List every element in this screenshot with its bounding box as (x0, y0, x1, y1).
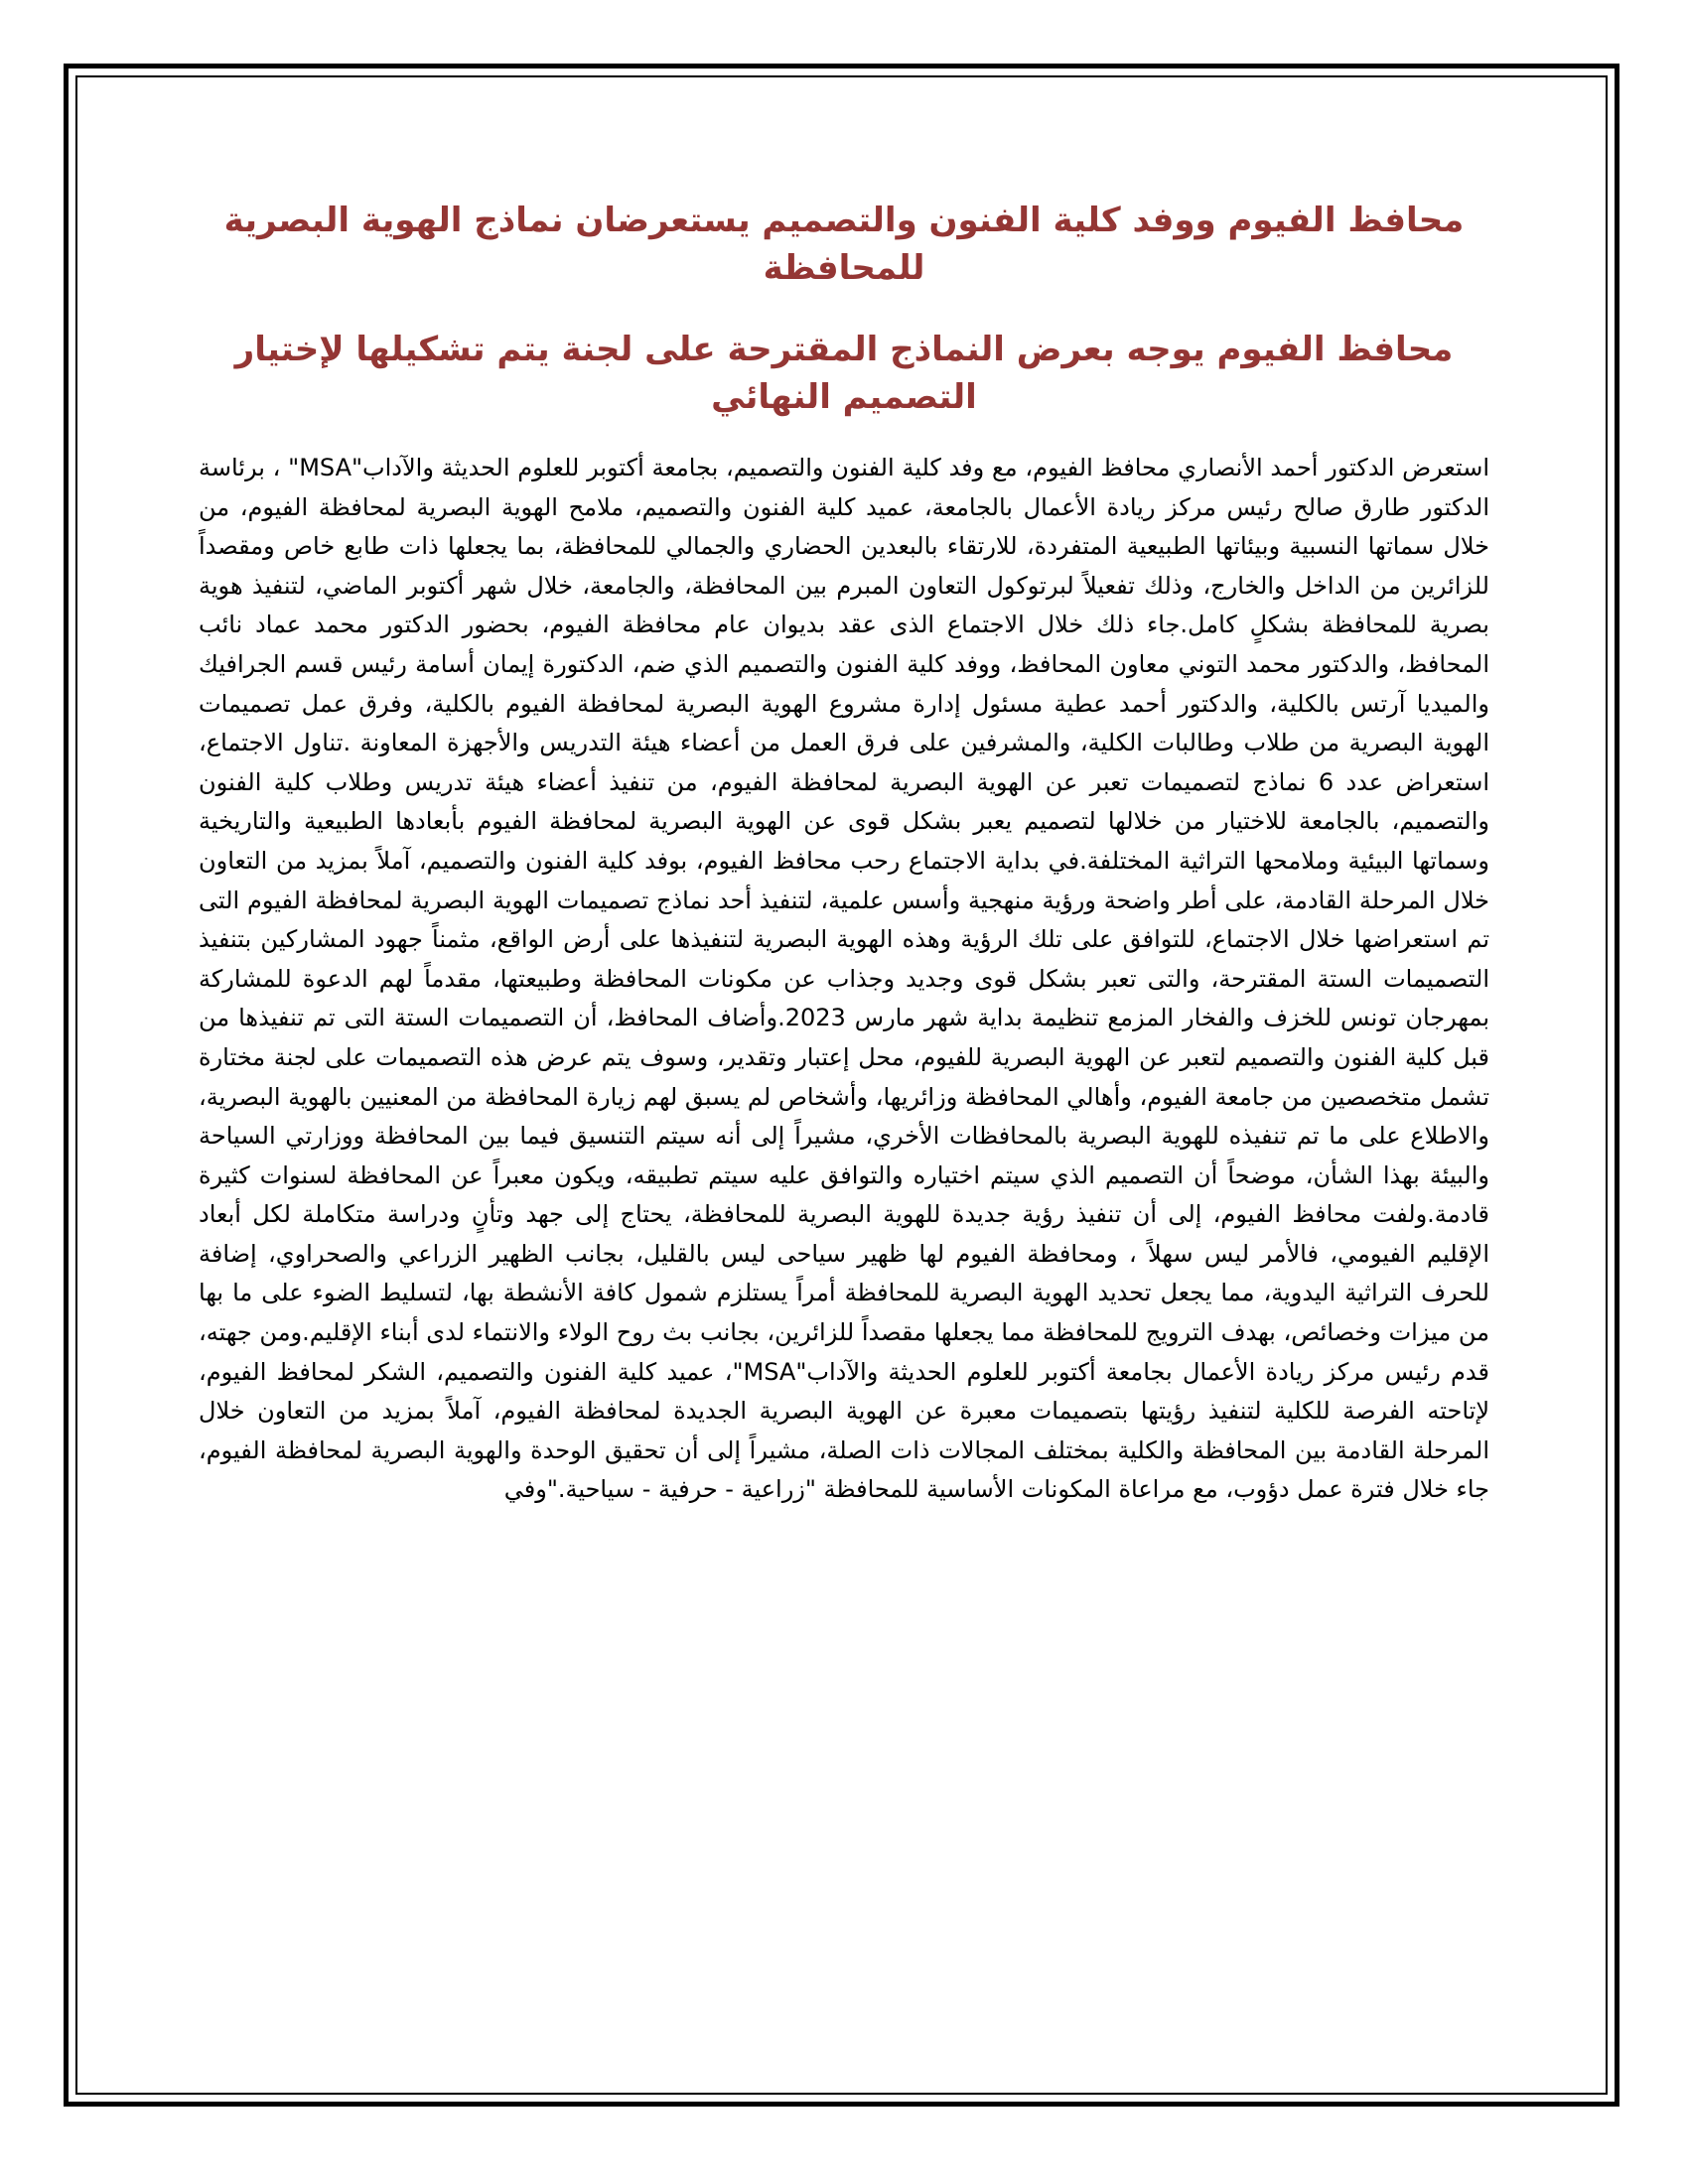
article-body: استعرض الدكتور أحمد الأنصاري محافظ الفيوم، مع وفد كلية الفنون والتصميم، بجامعة أكتوبر للعلوم الحديثة والآداب"MSA" ، برئاسة الدكتور طارق صالح رئيس مركز ريادة الأعمال بالجامعة، عميد كلية الفنون والتصميم، ملامح الهوية البصرية لمحافظة الفيوم، من خلال سماتها النسبية وبيئاتها الطبيعية المتفردة، للارتقاء بالبعدين الحضاري والجمالي للمحافظة، بما يجعلها ذات طابع خاص ومقصداً للزائرين من الداخل والخارج، وذلك تفعيلاً لبرتوكول التعاون المبرم بين المحافظة، والجامعة، خلال شهر أكتوبر الماضي، لتنفيذ هوية بصرية للمحافظة بشكلٍ كامل.جاء ذلك خلال الاجتماع الذى عقد بديوان عام محافظة الفيوم، بحضور الدكتور محمد عماد نائب المحافظ، والدكتور محمد التوني معاون المحافظ، ووفد كلية الفنون والتصميم الذي ضم، الدكتورة إيمان أسامة رئيس قسم الجرافيك والميديا آرتس بالكلية، والدكتور أحمد عطية مسئول إدارة مشروع الهوية البصرية لمحافظة الفيوم بالكلية، وفرق عمل تصميمات الهوية البصرية من طلاب وطالبات الكلية، والمشرفين على فرق العمل من أعضاء هيئة التدريس والأجهزة المعاونة .تناول الاجتماع، استعراض عدد 6 نماذج لتصميمات تعبر عن الهوية البصرية لمحافظة الفيوم، من تنفيذ أعضاء هيئة تدريس وطلاب كلية الفنون والتصميم، بالجامعة للاختيار من خلالها لتصميم يعبر بشكل قوى عن الهوية البصرية لمحافظة الفيوم بأبعادها الطبيعية والتاريخية وسماتها البيئية وملامحها التراثية المختلفة.في بداية الاجتماع رحب محافظ الفيوم، بوفد كلية الفنون والتصميم، آملاً بمزيد من التعاون خلال المرحلة القادمة، على أطر واضحة ورؤية منهجية وأسس علمية، لتنفيذ أحد نماذج تصميمات الهوية البصرية لمحافظة الفيوم التى تم استعراضها خلال الاجتماع، للتوافق على تلك الرؤية وهذه الهوية البصرية لتنفيذها على أرض الواقع، مثمناً جهود المشاركين بتنفيذ التصميمات الستة المقترحة، والتى تعبر بشكل قوى وجديد وجذاب عن مكونات المحافظة وطبيعتها، مقدماً لهم الدعوة للمشاركة بمهرجان تونس للخزف والفخار المزمع تنظيمة بداية شهر مارس 2023.وأضاف المحافظ، أن التصميمات الستة التى تم تنفيذها من قبل كلية الفنون والتصميم لتعبر عن الهوية البصرية للفيوم، محل إعتبار وتقدير، وسوف يتم عرض هذه التصميمات على لجنة مختارة تشمل متخصصين من جامعة الفيوم، وأهالي المحافظة وزائريها، وأشخاص لم يسبق لهم زيارة المحافظة من المعنيين بالهوية البصرية، والاطلاع على ما تم تنفيذه للهوية البصرية بالمحافظات الأخري، مشيراً إلى أنه سيتم التنسيق فيما بين المحافظة ووزارتي السياحة والبيئة بهذا الشأن، موضحاً أن التصميم الذي سيتم اختياره والتوافق عليه سيتم تطبيقه، ويكون معبراً عن المحافظة لسنوات كثيرة قادمة.ولفت محافظ الفيوم، إلى أن تنفيذ رؤية جديدة للهوية البصرية للمحافظة، يحتاج إلى جهد وتأنٍ ودراسة متكاملة لكل أبعاد الإقليم الفيومي، فالأمر ليس سهلاً ، ومحافظة الفيوم لها ظهير سياحى ليس بالقليل، بجانب الظهير الزراعي والصحراوي، إضافة للحرف التراثية اليدوية، مما يجعل تحديد الهوية البصرية للمحافظة أمراً يستلزم شمول كافة الأنشطة بها، لتسليط الضوء على ما بها من ميزات وخصائص، بهدف الترويج للمحافظة مما يجعلها مقصداً للزائرين، بجانب بث روح الولاء والانتماء لدى أبناء الإقليم.ومن جهته، قدم رئيس مركز ريادة الأعمال بجامعة أكتوبر للعلوم الحديثة والآداب"MSA"، عميد كلية الفنون والتصميم، الشكر لمحافظ الفيوم، لإتاحته الفرصة للكلية لتنفيذ رؤيتها بتصميمات معبرة عن الهوية البصرية الجديدة لمحافظة الفيوم، آملاً بمزيد من التعاون خلال المرحلة القادمة بين المحافظة والكلية بمختلف المجالات ذات الصلة، مشيراً إلى أن تحقيق الوحدة والهوية البصرية لمحافظة الفيوم، جاء خلال فترة عمل دؤوب، مع مراعاة المكونات الأساسية للمحافظة "زراعية - حرفية - سياحية."وفي (199, 454, 1490, 1504)
article-title: محافظ الفيوم ووفد كلية الفنون والتصميم يستعرضان نماذج الهوية البصرية للمحافظة (223, 201, 1465, 288)
article (199, 197, 1489, 1510)
article-subtitle: محافظ الفيوم يوجه بعرض النماذج المقترحة على لجنة يتم تشكيلها لإختيار التصميم النهائي (234, 330, 1454, 417)
